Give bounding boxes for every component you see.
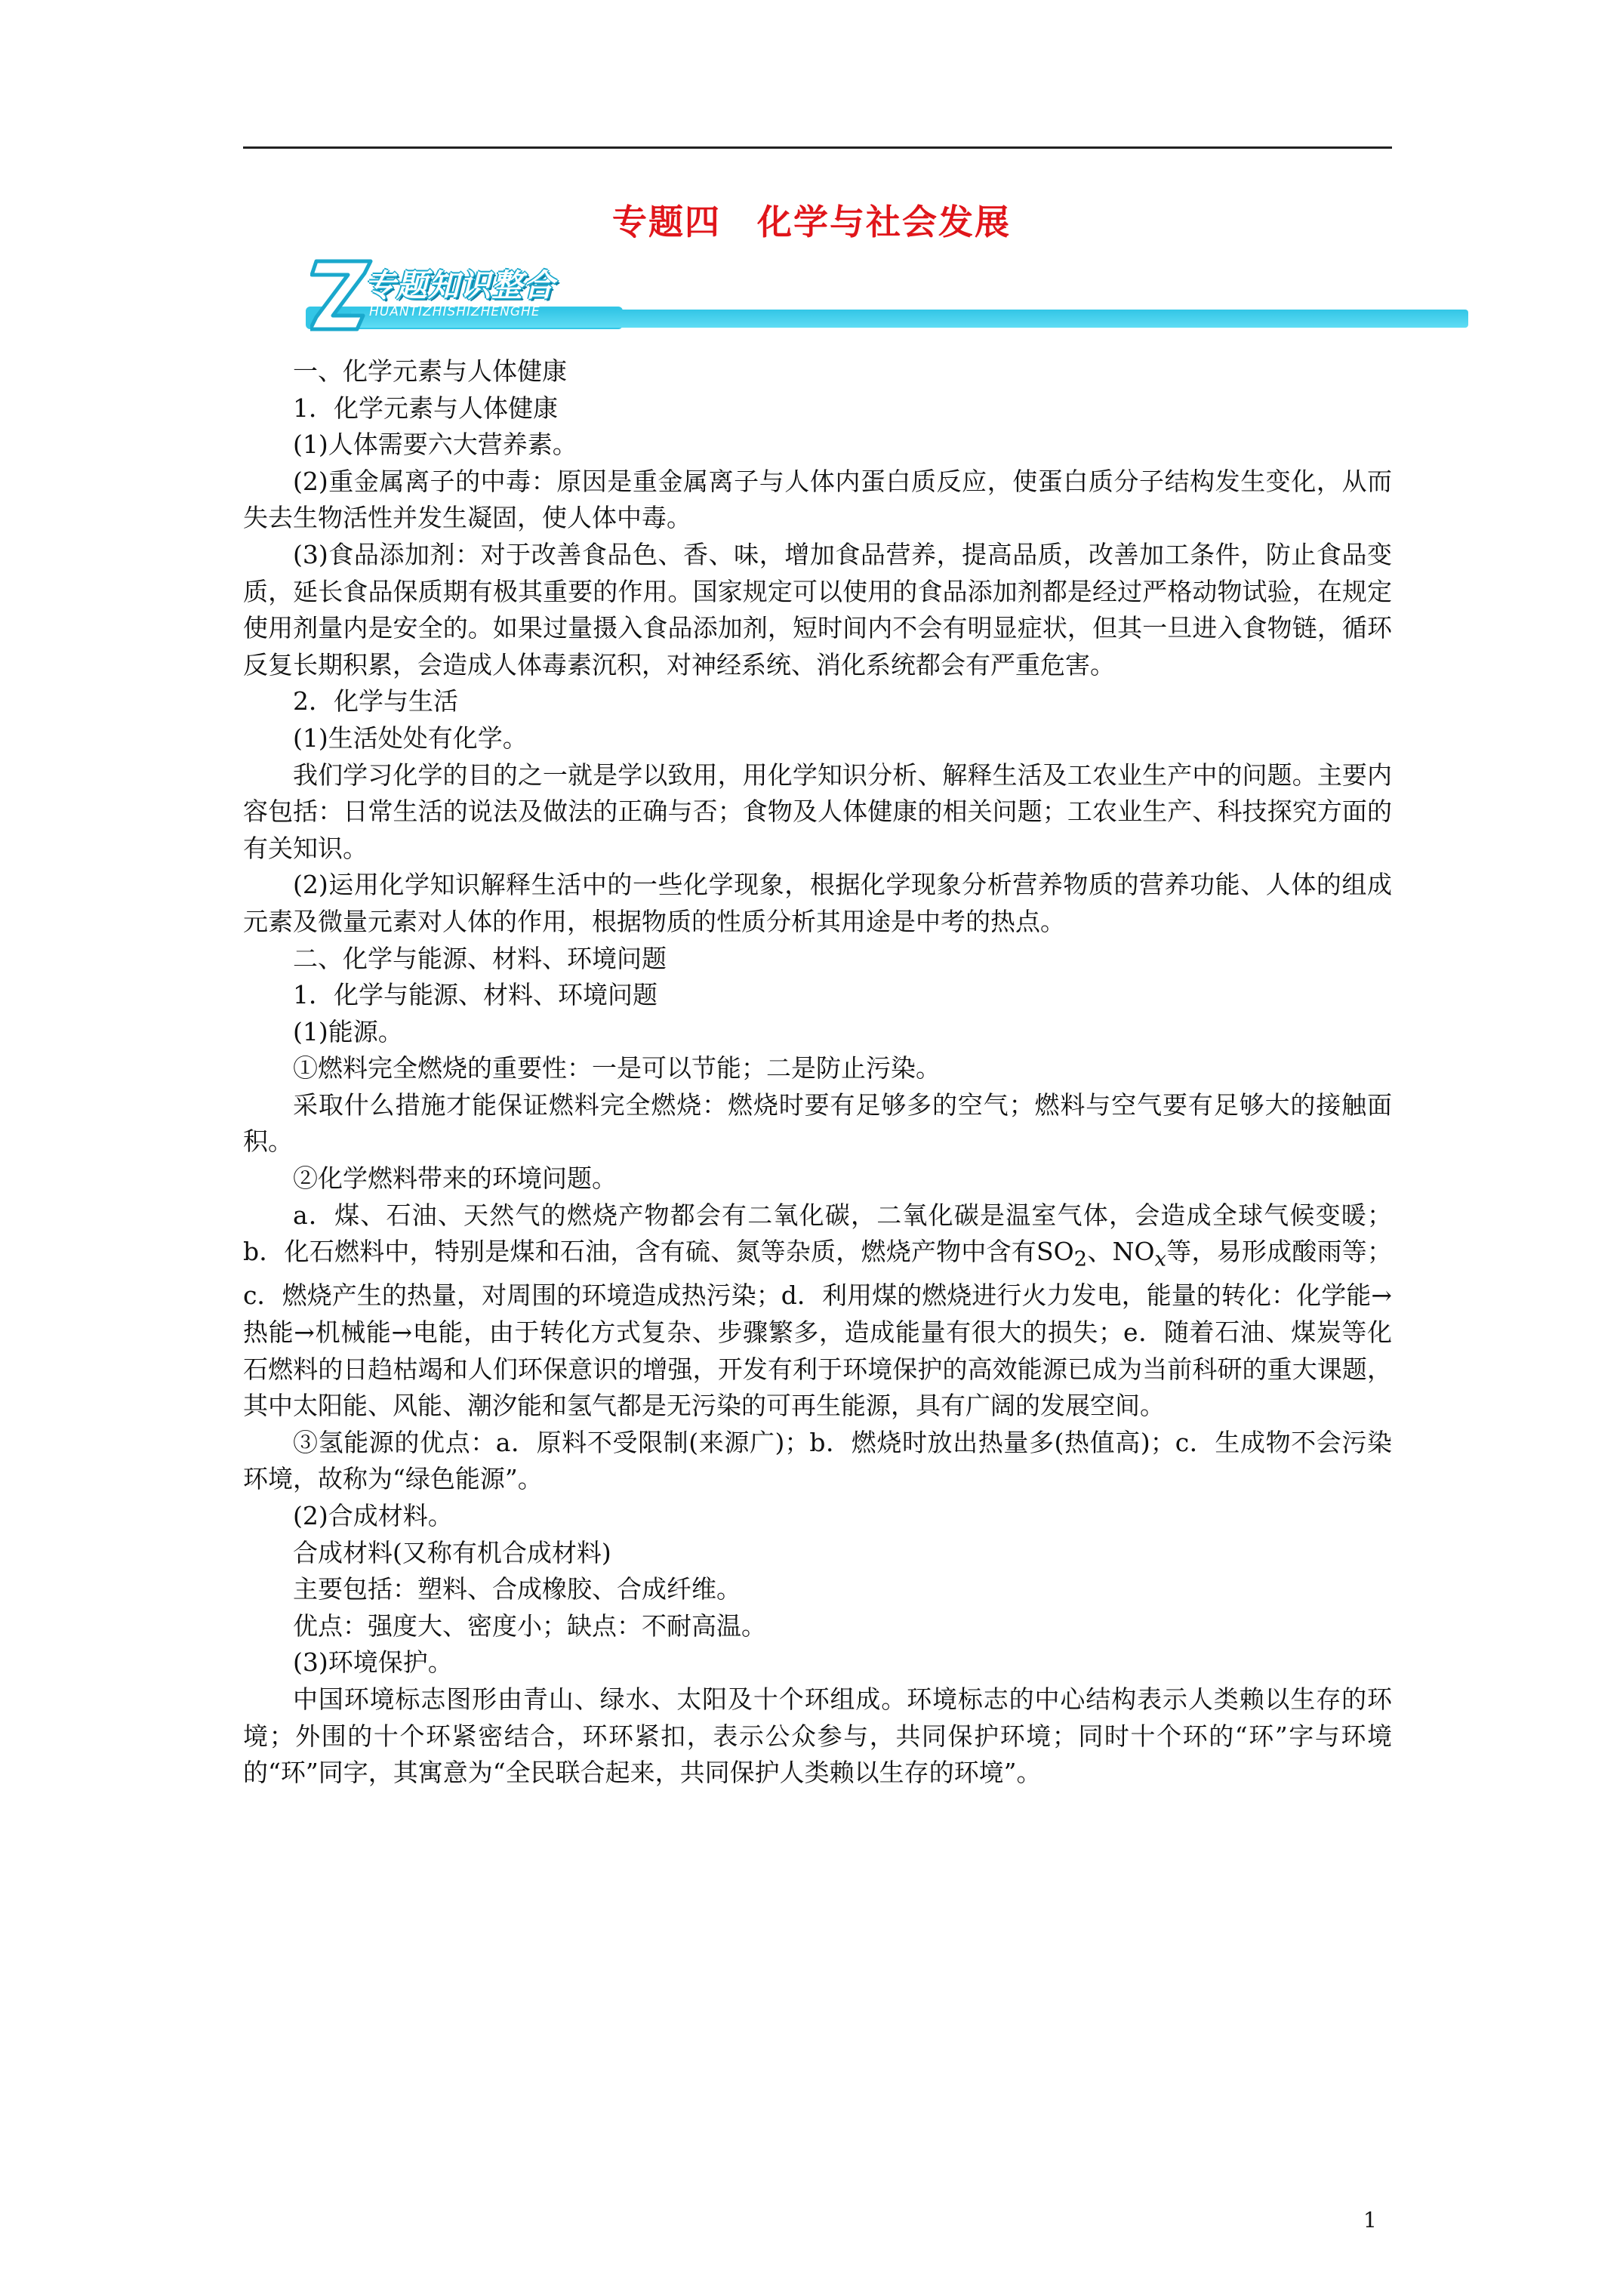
header-rule bbox=[243, 146, 1392, 149]
paragraph: 二、化学与能源、材料、环境问题 bbox=[293, 943, 667, 973]
paragraph: ①燃料完全燃烧的重要性：一是可以节能；二是防止污染。 bbox=[293, 1053, 941, 1083]
paragraph: 优点：强度大、密度小；缺点：不耐高温。 bbox=[293, 1610, 766, 1641]
paragraph: 1．化学与能源、材料、环境问题 bbox=[293, 980, 658, 1010]
banner-pinyin: HUANTIZHISHIZHENGHE bbox=[369, 304, 540, 319]
section-banner bbox=[306, 257, 1468, 341]
paragraph: (3)食品添加剂：对于改善食品色、香、味，增加食品营养，提高品质，改善加工条件，防止食品变质，延长食品保质期有极其重要的作用。国家规定可以使用的食品添加剂都是经过严格动物试验，在规定使用剂量内是安全的。如果过量摄入食品添加剂，短时间内不会有明显症状，但其一旦进入食物链，循环反复长期积累，会造成人体毒素沉积，对神经系统、消化系统都会有严重危害。 bbox=[243, 539, 1392, 680]
paragraph: (2)合成材料。 bbox=[293, 1501, 453, 1530]
paragraph: (3)环境保护。 bbox=[293, 1647, 453, 1678]
paragraph: 中国环境标志图形由青山、绿水、太阳及十个环组成。环境标志的中心结构表示人类赖以生存的环境；外围的十个环紧密结合，环环紧扣，表示公众参与，共同保护环境；同时十个环的“环”字与环境的“环”同字，其寓意为“全民联合起来，共同保护人类赖以生存的环境”。 bbox=[243, 1684, 1392, 1788]
paragraph: ②化学燃料带来的环境问题。 bbox=[293, 1163, 617, 1194]
banner-heading: 专题知识整合 bbox=[365, 267, 555, 304]
paragraph: 我们学习化学的目的之一就是学以致用，用化学知识分析、解释生活及工农业生产中的问题。主要内容包括：日常生活的说法及做法的正确与否；食物及人体健康的相关问题；工农业生产、科技探究方面的有关知识。 bbox=[243, 760, 1392, 863]
paragraph: 一、化学元素与人体健康 bbox=[293, 356, 567, 386]
paragraph-fossil-fuel-issues: a．煤、石油、天然气的燃烧产物都会有二氧化碳，二氧化碳是温室气体，会造成全球气候变暖；b．化石燃料中，特别是煤和石油，含有硫、氮等杂质，燃烧产物中含有$SO_2$、$NO_x$等，易形成酸雨等；c．燃烧产生的热量，对周围的环境造成热污染；d．利用煤的燃烧进行火力发电，能量的转化：化学能→热能→机械能→电能，由于转化方式复杂、步骤繁多，造成能量有很大的损失；e．随着石油、煤炭等化石燃料的日趋枯竭和人们环保意识的增强，开发有利于环境保护的高效能源已成为当前科研的重大课题，其中太阳能、风能、潮汐能和氢气都是无污染的可再生能源，具有广阔的发展空间。 bbox=[243, 1200, 1392, 1421]
paragraph: 2．化学与生活 bbox=[293, 686, 458, 717]
paragraph: 合成材料(又称有机合成材料) bbox=[293, 1537, 611, 1567]
paragraph: 采取什么措施才能保证燃料完全燃烧：燃烧时要有足够多的空气；燃料与空气要有足够大的接触面积。 bbox=[243, 1089, 1392, 1157]
paragraph: (1)人体需要六大营养素。 bbox=[293, 430, 577, 460]
page-number: 1 bbox=[1363, 2208, 1377, 2233]
paragraph: 主要包括：塑料、合成橡胶、合成纤维。 bbox=[293, 1574, 741, 1604]
paragraph: (1)生活处处有化学。 bbox=[293, 723, 528, 753]
subscript: x bbox=[1154, 1247, 1167, 1271]
paragraph: (2)重金属离子的中毒：原因是重金属离子与人体内蛋白质反应，使蛋白质分子结构发生变化，从而失去生物活性并发生凝固，使人体中毒。 bbox=[243, 466, 1392, 533]
paragraph: 1．化学元素与人体健康 bbox=[293, 393, 558, 423]
paragraph: ③氢能源的优点：a．原料不受限制(来源广)；b．燃烧时放出热量多(热值高)；c．生成物不会污染环境，故称为“绿色能源”。 bbox=[243, 1427, 1392, 1494]
subscript: 2 bbox=[1073, 1247, 1088, 1271]
page-title: 专题四 化学与社会发展 bbox=[612, 202, 1011, 242]
paragraph: (1)能源。 bbox=[293, 1016, 403, 1046]
body-text bbox=[243, 353, 1392, 1792]
paragraph: (2)运用化学知识解释生活中的一些化学现象，根据化学现象分析营养物质的营养功能、人体的组成元素及微量元素对人体的作用，根据物质的性质分析其用途是中考的热点。 bbox=[243, 870, 1392, 936]
